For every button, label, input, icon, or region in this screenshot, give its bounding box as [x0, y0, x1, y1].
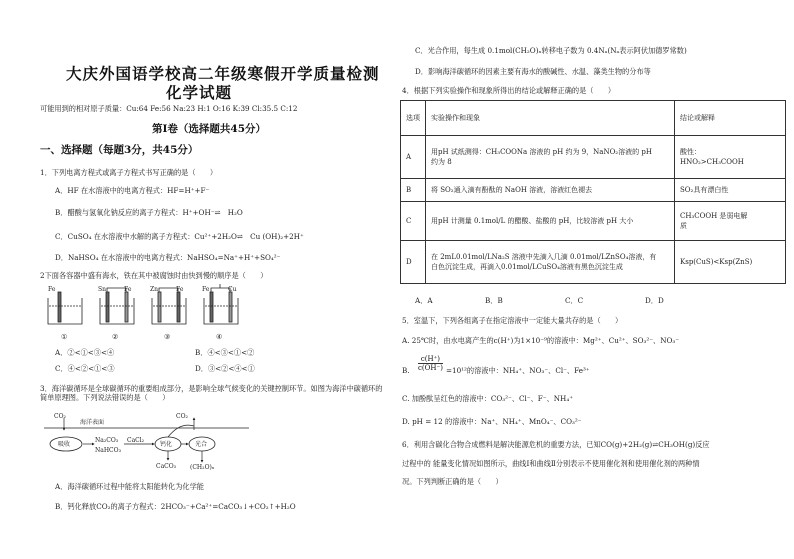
table-row: [401, 202, 786, 241]
q5-option-b-fraction: [418, 355, 443, 372]
table-row: [401, 136, 786, 179]
q5-option-c: C. 加酚酞呈红色的溶液中：CO₃²⁻、Cl⁻、F⁻、NH₄⁺: [402, 394, 573, 403]
row-option: C: [401, 202, 426, 241]
table-row: [401, 179, 786, 202]
exam-title: 大庆外国语学校高二年级寒假开学质量检测: [66, 64, 380, 83]
diagram-calcify: 钙化: [160, 441, 173, 448]
cell-label-fe1: Fe: [48, 286, 56, 293]
row-con-line1: 酸性：: [680, 148, 701, 156]
row-conclusion: Ksp(CuS)<Ksp(ZnS): [675, 241, 786, 284]
cell-1: [48, 292, 82, 324]
exam-subtitle: 化学试题: [166, 83, 233, 102]
q5-option-b-label: B.: [402, 366, 410, 375]
q1-stem: 1．下列电离方程式或离子方程式书写正确的是（ ）: [40, 168, 218, 177]
row-op-line2: 约为 8: [431, 158, 452, 166]
table-header-row: [401, 101, 786, 136]
diagram-caco3: CaCO₃: [156, 463, 177, 470]
row-op-line1: 用pH 试纸测得：CH₃COONa 溶液的 pH 约为 9，NaNO₂溶液的 pH: [431, 148, 652, 156]
cell-label-sn: Sn: [98, 286, 106, 293]
cell-label-fe4: Fe: [202, 286, 210, 293]
q3-option-d: D．影响海洋碳循环的因素主要有海水的酸碱性、水温、藻类生物的分布等: [415, 67, 651, 76]
q4-choice-b: B．B: [485, 296, 503, 305]
diagram-na2co3: Na₂CO₃: [95, 437, 119, 444]
diagram-sea-surface: 海洋表面: [80, 419, 105, 426]
row-option: A: [401, 136, 426, 179]
q4-table: [400, 100, 786, 284]
q6-line1: 6．利用含碳化合物合成燃料是解决能源危机的重要方法，已知CO(g)+2H₂(g)⇌CH₃OH(g)反应: [402, 440, 710, 449]
q4-choice-d: D．D: [645, 296, 664, 305]
q1-option-d: D．NaHSO₄ 在水溶液中的电离方程式：NaHSO₄=Na⁺+H⁺+SO₄²⁻: [55, 253, 281, 262]
row-operation: [426, 136, 675, 179]
row-con-line2: 质: [680, 222, 687, 230]
row-con-line1: CH₃COOH 是弱电解: [680, 212, 748, 220]
carbon-cycle-diagram: [44, 416, 254, 474]
row-conclusion: SO₂具有漂白性: [675, 179, 786, 202]
table-row: [401, 241, 786, 284]
cell-number-1: ①: [61, 332, 68, 341]
q3-option-a: A．海洋碳循环过程中能将太阳能转化为化学能: [55, 482, 204, 491]
row-conclusion: [675, 136, 786, 179]
q2-option-a: A．②<①<③<④: [55, 348, 115, 357]
q5-option-d: D. pH = 12 的溶液中：Na⁺、NH₄⁺、MnO₄⁻、CO₃²⁻: [402, 417, 582, 426]
row-operation: [426, 241, 675, 284]
q4-choice-c: C．C: [565, 296, 584, 305]
cell-label-fe3: Fe: [176, 286, 184, 293]
q2-option-d: D．③<②<④<①: [195, 364, 255, 373]
q6-line2: 过程中的 能量变化情况如图所示，曲线Ⅰ和曲线Ⅱ分别表示不使用催化剂和使用催化剂的两种情: [402, 459, 700, 468]
diagram-absorb: 吸收: [58, 441, 71, 448]
row-op-line2: 白色沉淀生成，再滴入0.01mol/LCuSO₄溶液有黑色沉淀生成: [431, 263, 623, 271]
row-op-line1: 在 2mL0.01mol/LNa₂S 溶液中先滴入几滴 0.01mol/LZnSO₄溶液，有: [431, 253, 657, 261]
section-title: 一、选择题（每题3分，共45分）: [40, 144, 199, 156]
cell-label-fe2: Fe: [124, 286, 132, 293]
row-conclusion: [675, 202, 786, 241]
q5-stem: 5．室温下，下列各组离子在指定溶液中一定能大量共存的是（ ）: [402, 316, 623, 325]
fraction-denominator: c(OH⁻): [418, 364, 443, 372]
q4-stem: 4．根据下列实验操作和现象所得出的结论或解释正确的是（ ）: [402, 86, 616, 95]
row-option: D: [401, 241, 426, 284]
cell-number-3: ③: [164, 332, 171, 341]
q5-option-a: A. 25℃时，由水电离产生的c(H⁺)为1×10⁻⁹的溶液中：Mg²⁺、Cu²⁺、SO₃²⁻、NO₃⁻: [402, 336, 680, 345]
row-operation: 用pH 计测量 0.1mol/L 的醋酸、盐酸的 pH，比较溶液 pH 大小: [426, 202, 675, 241]
diagram-photosynthesis: 光合: [195, 441, 208, 448]
row-option: B: [401, 179, 426, 202]
diagram-co2-left: CO₂: [54, 413, 66, 420]
cell-number-2: ②: [112, 332, 119, 341]
atomic-masses: 可能用到的相对原子质量：Cu:64 Fe:56 Na:23 H:1 O:16 K:39 Cl:35.5 C:12: [40, 104, 298, 113]
diagram-nahco3: NaHCO₃: [95, 447, 121, 454]
q6-line3: 况。下列判断正确的是（ ）: [402, 477, 503, 486]
cell-number-4: ④: [216, 332, 223, 341]
q2-option-c: C．④<②<①<③: [55, 364, 115, 373]
diagram-co2-right: CO₂: [176, 413, 188, 420]
q4-choice-a: A．A: [415, 296, 433, 305]
diagram-cacl2: CaCl₂: [127, 437, 145, 444]
part-title: 第Ⅰ卷（选择题共45分）: [152, 123, 267, 135]
q1-option-b: B．醋酸与氢氧化钠反应的离子方程式：H⁺+OH⁻⇌ H₂O: [55, 208, 243, 217]
q3-stem-line1: 3．海洋碳循环是全球碳循环的重要组成部分，是影响全球气候变化的关键控制环节。如图为海洋中碳循环的简单原理图。下列说法错误的是（ ）: [40, 384, 383, 402]
header-conclusion: 结论或解释: [675, 101, 786, 136]
q3-option-c: C．光合作用，每生成 0.1mol(CH₂O)ₓ转移电子数为 0.4Nₐ(Nₐ表示阿伏加德罗常数): [415, 46, 687, 55]
q2-option-b: B．④<③<①<②: [195, 348, 255, 357]
q1-option-c: C．CuSO₄ 在水溶液中水解的离子方程式：Cu²⁺+2H₂O⇌ Cu (OH)₂+2H⁺: [55, 232, 304, 241]
row-con-line2: HNO₂>CH₃COOH: [680, 158, 744, 166]
cell-label-cu: Cu: [228, 286, 237, 293]
fraction-numerator: c(H⁺): [418, 355, 443, 364]
row-operation: 将 SO₂通入滴有酚酞的 NaOH 溶液，溶液红色褪去: [426, 179, 675, 202]
diagram-ch2o: (CH₂O)ₓ: [190, 464, 215, 471]
q5-option-b: =10¹²的溶液中：NH₄⁺、NO₃⁻、Cl⁻、Fe³⁺: [446, 366, 590, 375]
q1-option-a: A．HF 在水溶液中的电离方程式：HF=H⁺+F⁻: [55, 186, 210, 195]
q2-stem: 2下面各容器中盛有海水，铁在其中被腐蚀时由快到慢的顺序是（ ）: [40, 271, 268, 280]
header-option: 选项: [401, 101, 426, 136]
q3-option-b: B．钙化释放CO₂的离子方程式：2HCO₃⁻+Ca²⁺=CaCO₃↓+CO₂↑+H₂O: [55, 502, 296, 511]
header-operation: 实验操作和现象: [426, 101, 675, 136]
cell-label-zn: Zn: [150, 286, 159, 293]
